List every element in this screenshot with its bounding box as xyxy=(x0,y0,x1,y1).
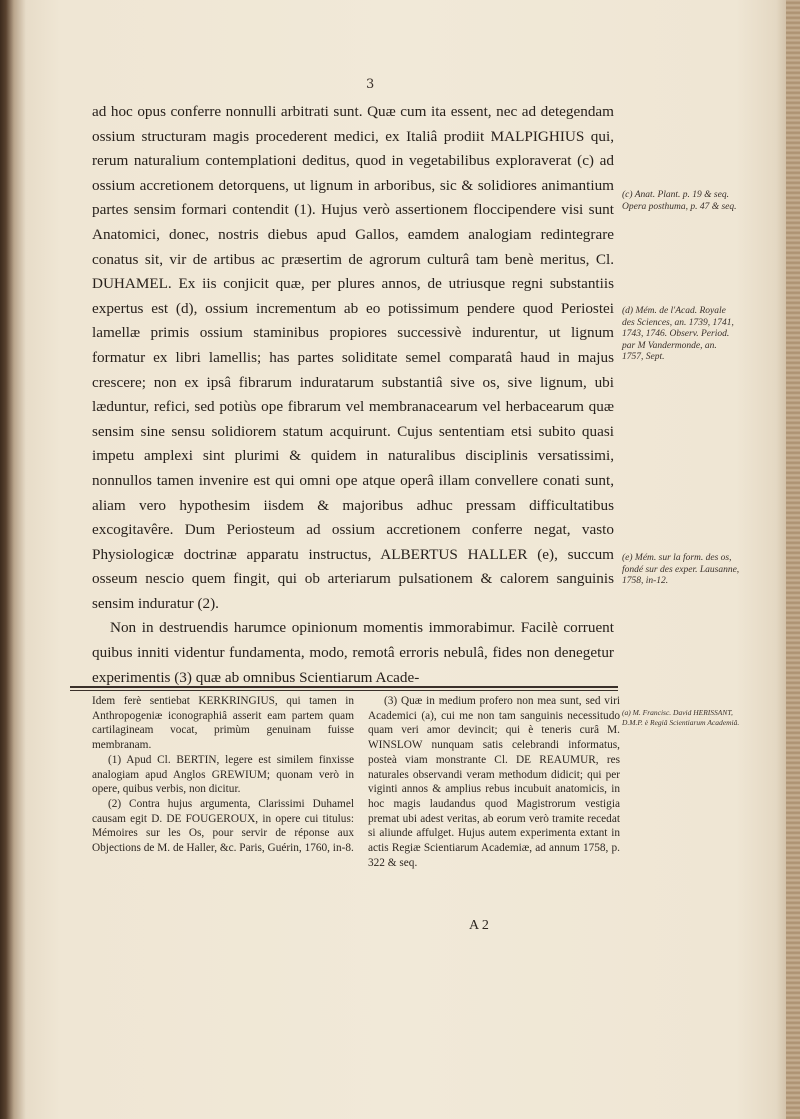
footnotes-right-column xyxy=(368,694,620,870)
footnote-1: (1) Apud Cl. BERTIN, legere est similem finxisse analogiam apud Anglos GREWIUM; quonam verò in opere, quibus verbis, non dicitur. xyxy=(92,753,354,796)
main-paragraph-1: ad hoc opus conferre nonnulli arbitrati sunt. Quæ cum ita essent, nec ad detegendam ossium structuram magis procederent medici, ex Italiâ prodiit MALPIGHIUS qui, rerum naturalium contemplationi deditus, quod in vegetabilibus exploraverat (c) ad ossium accretionem detorquens, ut lignum in arboribus, sic & solidiores animantium partes sensim formari contendit (1). Hujus verò assertionem floccipendere visi sunt Anatomici, donec, nostris diebus apud Gallos, eamdem analogiam redintegrare conatus sit, vir de artibus ac præsertim de agrorum culturâ tam benè meritus, Cl. DUHAMEL. Ex iis conjicit quæ, per plures annos, de utriusque regni substantiis expertus est (d), ossium incrementum ab eo potissimum pendere quod Periostei lamellæ primis ossium staminibus propiores successivè indurentur, ut lignum formatur ex libri lamellis; has partes soliditate semel comparatâ haud in majus crescere; non ex ipsâ fibrarum induratarum substantiâ sive os, sive lignum, ubi læduntur, refici, sed potiùs ope fibrarum vel membranacearum vel herbacearum quæ sensim sine sensu solidiorem statum acquirunt. Cujus sententiam etsi subito quasi impetu amplexi sint plurimi & quidem in naturalibus disciplinis versatissimi, nonnullos tamen invenire est qui omni ope atque operâ illam convellere conati sunt, aliam vero hypothesim iisdem & majoribus adhuc pressam difficultatibus excogitavêre. Dum Periosteum ad ossium accretionem conferre negat, vasto Physiologicæ doctrinæ apparatu instructus, ALBERTUS HALLER (e), succum osseum nescio quem fingit, qui ob arteriarum pulsationem & calorem sanguinis sensim induratur (2). xyxy=(92,103,614,612)
page-number: 3 xyxy=(366,77,375,92)
signature-mark: A 2 xyxy=(469,918,489,933)
margin-note-d: (d) Mém. de l'Acad. Royale des Sciences, an. 1739, 1741, 1743, 1746. Observ. Period. par M Vandermonde, an. 1757, Sept. xyxy=(622,306,734,362)
page-edge xyxy=(786,0,800,1119)
footnote-rule-thin xyxy=(70,690,618,691)
footnote-continuation: Idem ferè sentiebat KERKRINGIUS, qui tamen in Anthropogeniæ iconographiâ asserit eam partem quam cartilagineam vocat, primùm genuinam fuisse membranam. xyxy=(92,695,354,752)
footnote-2: (2) Contra hujus argumenta, Clarissimi Duhamel causam egit D. DE FOUGEROUX, in opere cui titulus: Mémoires sur les Os, pour servir de réponse aux Objections de M. de Haller, &c. Paris, Guérin, 1760, in-8. xyxy=(92,797,354,855)
margin-note-a: (a) M. Francisc. David HERISSANT, D.M.P. è Regiâ Scientiarum Academiâ. xyxy=(622,708,740,727)
main-paragraph-2: Non in destruendis harumce opinionum momentis immorabimur. Facilè corruent quibus inniti videntur fundamenta, modo, remotâ erroris nebulâ, fides non denegetur experimentis (3) quæ ab omnibus Scientiarum Acade- xyxy=(92,619,614,686)
footnotes-left-column xyxy=(92,694,354,856)
footnote-3: (3) Quæ in medium profero non mea sunt, sed viri Academici (a), cui me non tam sanguinis necessitudo quam veri amor devincit; qui è teneris curâ M. WINSLOW nunquam satis celebrandi informatus, posteà viam monstrante Cl. DE REAUMUR, res naturales observandi veram methodum didicit; qui per viginti annos & amplius rebus incubuit anatomicis, in hoc magis laudandus quod Magistrorum vestigia premat ubi adest veritas, ab eorum verò tramite recedat si aliunde affulget. Hujus autem experimenta extant in actis Regiæ Scientiarum Academiæ, ad annum 1758, p. 322 & seq. xyxy=(368,695,620,869)
margin-note-e: (e) Mém. sur la form. des os, fondé sur des exper. Lausanne, 1758, in-12. xyxy=(622,553,740,586)
main-text xyxy=(92,100,614,690)
footnote-rule xyxy=(70,686,618,688)
margin-note-c: (c) Anat. Plant. p. 19 & seq. Opera posthuma, p. 47 & seq. xyxy=(622,190,737,212)
